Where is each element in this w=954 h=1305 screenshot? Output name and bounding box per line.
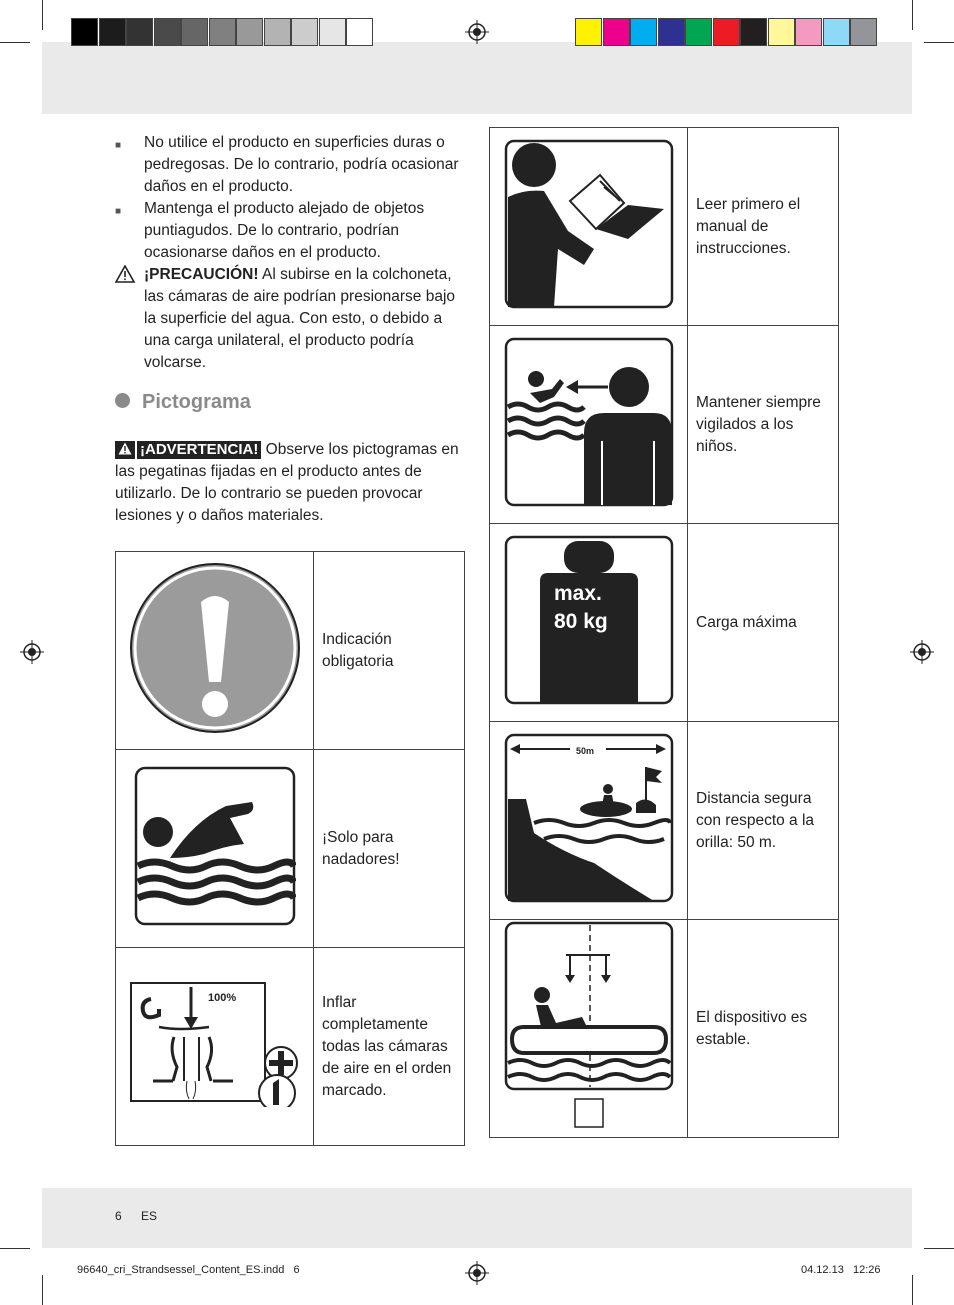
supervise-children-icon — [504, 337, 674, 507]
color-swatch — [630, 18, 657, 46]
color-swatch — [209, 18, 236, 46]
caution-text: Al subirse en la colchoneta, las cámaras de aire podrían presionarse bajo la superficie del agua. Con esto, o debido a una carga unilateral, el producto podría volcarse. — [144, 266, 456, 371]
table-cell-text: Inflar completamente todas las cámaras de aire en el orden marcado. — [314, 948, 465, 1146]
list-item: ■ Mantenga el producto alejado de objetos puntiagudos. De lo contrario, podrían ocasionarse daños en el producto. — [115, 200, 425, 261]
warning-paragraph — [115, 439, 467, 527]
table-row — [116, 948, 465, 1146]
registration-mark-icon — [20, 640, 44, 664]
list-item: ■ No utilice el producto en superficies duras o pedregosas. De lo contrario, podría ocasionar daños en el producto. — [115, 134, 459, 195]
table-row — [490, 722, 839, 920]
heading-bullet-icon — [115, 393, 130, 408]
color-swatch — [181, 18, 208, 46]
registration-mark-icon — [910, 640, 934, 664]
crop-mark — [0, 1248, 30, 1249]
table-row — [116, 750, 465, 948]
registration-mark-icon — [465, 20, 489, 44]
swimmer-icon — [134, 766, 296, 926]
pictogram-table-left — [115, 551, 465, 1146]
crop-mark — [42, 1275, 43, 1305]
table-cell-icon — [490, 128, 688, 326]
file-name: 96640_cri_Strandsessel_Content_ES.indd 6 — [77, 1264, 300, 1276]
table-row — [490, 920, 839, 1138]
page-number: 6 — [115, 1209, 122, 1223]
color-swatch — [264, 18, 291, 46]
header-band — [42, 42, 912, 114]
shore-distance-icon — [504, 733, 674, 903]
color-swatch — [850, 18, 877, 46]
section-heading: Pictograma — [115, 391, 251, 414]
color-swatch — [685, 18, 712, 46]
crop-mark — [912, 0, 913, 30]
table-row — [116, 552, 465, 750]
table-row — [490, 326, 839, 524]
table-cell-text: Distancia segura con respecto a la orilla: 50 m. — [688, 722, 839, 920]
color-swatch — [126, 18, 153, 46]
warning-text: Observe los pictogramas en las pegatinas fijadas en el producto antes de utilizarlo. De lo contrario se pueden provocar lesiones y o daños materiales. — [115, 441, 459, 524]
color-swatch — [346, 18, 373, 46]
table-cell-text: Indicación obligatoria — [314, 552, 465, 750]
warning-triangle-badge — [115, 441, 135, 459]
caution-note — [115, 264, 467, 374]
table-cell-text: Leer primero el manual de instrucciones. — [688, 128, 839, 326]
table-cell-icon — [490, 920, 688, 1138]
language-code: ES — [141, 1209, 158, 1223]
color-swatch — [154, 18, 181, 46]
color-swatch — [658, 18, 685, 46]
pictogram-table-right — [489, 127, 839, 1138]
registration-mark-icon — [465, 1261, 489, 1285]
crop-mark — [924, 42, 954, 43]
bullet-square-icon: ■ — [115, 140, 122, 151]
warning-triangle-icon — [118, 442, 132, 455]
crop-mark — [924, 1248, 954, 1249]
max-load-label: max. 80 kg — [554, 582, 608, 633]
mandatory-exclamation-icon — [129, 562, 301, 734]
bullet-square-icon: ■ — [115, 206, 122, 217]
read-manual-icon — [504, 139, 674, 309]
stable-device-icon — [504, 921, 674, 1131]
table-cell-text: Carga máxima — [688, 524, 839, 722]
color-swatch — [603, 18, 630, 46]
color-swatch — [795, 18, 822, 46]
color-swatch — [823, 18, 850, 46]
color-swatch — [575, 18, 602, 46]
color-swatch — [768, 18, 795, 46]
footer-band — [42, 1188, 912, 1248]
print-date: 04.12.13 12:26 — [801, 1264, 881, 1276]
warning-triangle-icon — [115, 265, 135, 283]
table-cell-text: Mantener siempre vigilados a los niños. — [688, 326, 839, 524]
color-swatch — [319, 18, 346, 46]
color-swatch — [740, 18, 767, 46]
color-swatch — [291, 18, 318, 46]
table-cell-icon — [490, 524, 688, 722]
inflate-percent-label: 100% — [208, 992, 237, 1004]
table-cell-icon — [116, 948, 314, 1146]
crop-mark — [912, 1275, 913, 1305]
color-swatch — [71, 18, 98, 46]
crop-mark — [42, 0, 43, 30]
table-row — [490, 524, 839, 722]
caution-label: ¡PRECAUCIÓN! — [144, 266, 259, 283]
table-cell-icon — [490, 722, 688, 920]
table-row — [490, 128, 839, 326]
table-cell-text: El dispositivo es estable. — [688, 920, 839, 1138]
table-cell-icon — [490, 326, 688, 524]
color-swatch — [236, 18, 263, 46]
color-swatch — [713, 18, 740, 46]
table-cell-text: ¡Solo para nadadores! — [314, 750, 465, 948]
crop-mark — [0, 42, 30, 43]
warning-label: ¡ADVERTENCIA! — [137, 441, 261, 459]
table-cell-icon — [116, 552, 314, 750]
table-cell-icon — [116, 750, 314, 948]
color-swatch — [99, 18, 126, 46]
distance-label: 50m — [576, 746, 595, 756]
